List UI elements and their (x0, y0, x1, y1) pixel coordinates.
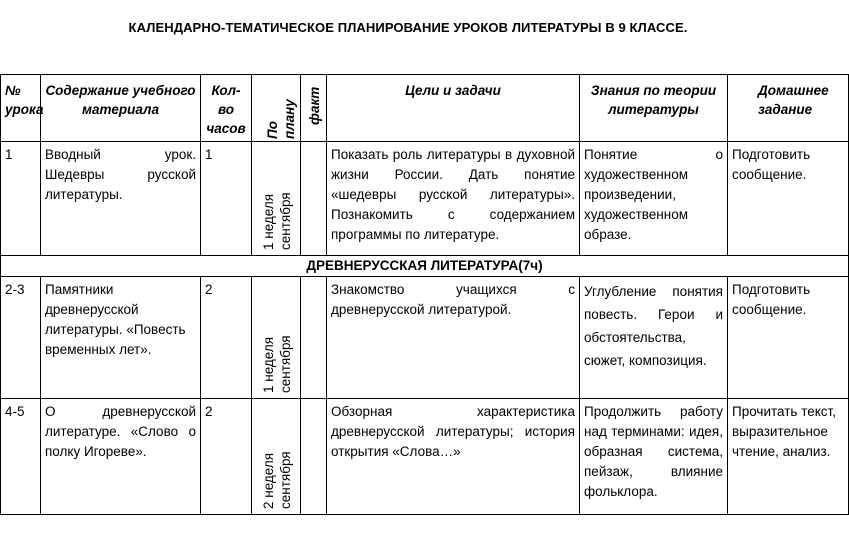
header-fact-cell (301, 75, 327, 142)
row-fact (301, 277, 327, 399)
lesson-plan-table (0, 74, 849, 515)
header-homework: Домашнее задание (728, 75, 849, 142)
header-fact: факт (307, 86, 322, 125)
row-plan-cell: 2 неделя сентября (252, 399, 301, 515)
row-hours: 2 (201, 399, 252, 515)
table-row (1, 142, 849, 256)
row-hours: 1 (201, 142, 252, 256)
header-theory: Знания по теории литературы (580, 75, 728, 142)
row-homework: Подготовить сообщение. (728, 277, 849, 399)
row-plan-cell: 1 неделя сентября (252, 277, 301, 399)
row-fact (301, 399, 327, 515)
header-plan: По плану (265, 99, 297, 139)
row-goals: Показать роль литературы в духовной жизни России. Дать понятие «шедевры русской литературы». Познакомить с содержанием программы по литературе. (327, 142, 580, 256)
header-hours: Кол-во часов (201, 75, 252, 142)
row-plan-cell: 1 неделя сентября (252, 142, 301, 256)
row-num: 1 (1, 142, 41, 256)
row-content: Памятники древнерусской литературы. «Повесть временных лет». (41, 277, 201, 399)
row-goals: Знакомство учащихся с древнерусской литературой. (327, 277, 580, 399)
section-title: ДРЕВНЕРУССКАЯ ЛИТЕРАТУРА(7ч) (1, 256, 849, 277)
header-content: Содержание учебного материала (41, 75, 201, 142)
page-title: КАЛЕНДАРНО-ТЕМАТИЧЕСКОЕ ПЛАНИРОВАНИЕ УРОКОВ ЛИТЕРАТУРЫ В 9 КЛАССЕ. (128, 20, 688, 35)
row-goals: Обзорная характеристика древнерусской литературы; история открытия «Слова…» (327, 399, 580, 515)
header-goals: Цели и задачи (327, 75, 580, 142)
header-num: № урока (1, 75, 41, 142)
row-theory: Продолжить работу над терминами: идея, образная система, пейзаж, влияние фольклора. (580, 399, 728, 515)
header-plan-cell (252, 75, 301, 142)
table-row (1, 399, 849, 515)
table-header-row (1, 75, 849, 142)
row-hours: 2 (201, 277, 252, 399)
section-row (1, 256, 849, 277)
row-homework: Подготовить сообщение. (728, 142, 849, 256)
row-content: О древнерусской литературе. «Слово о полку Игореве». (41, 399, 201, 515)
row-content: Вводный урок. Шедевры русской литературы. (41, 142, 201, 256)
table-row (1, 277, 849, 399)
row-homework: Прочитать текст, выразительное чтение, анализ. (728, 399, 849, 515)
row-theory: Углубление понятия повесть. Герои и обстоятельства, сюжет, композиция. (580, 277, 728, 399)
row-theory: Понятие о художественном произведении, художественном образе. (580, 142, 728, 256)
row-num: 4-5 (1, 399, 41, 515)
row-fact (301, 142, 327, 256)
row-num: 2-3 (1, 277, 41, 399)
